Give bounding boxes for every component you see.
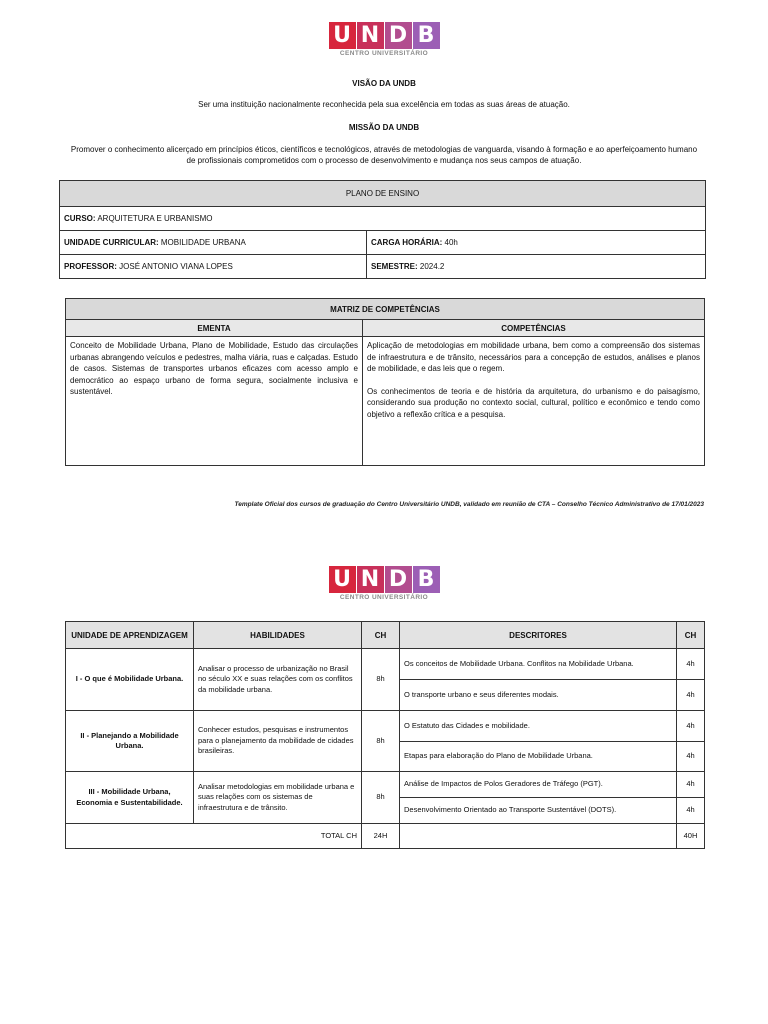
missao-text: Promover o conhecimento alicerçado em princípios éticos, científicos e tecnológicos, através de metodologias de vanguarda, visando à formação e ao aperfeiçoamento humano de profissionais comprometidos com o processo de desenvolvimento e mudança nos seus campos de atuação. [70, 145, 698, 165]
ementa-text: Conceito de Mobilidade Urbana, Plano de Mobilidade, Estudo das circulações urbanas abrangendo veículos e pedestres, malha viária, ruas e calçadas. Estudo de casos. Sistemas de transportes urbanos eficazes com acesso amplo e democrático ao espaço urbano de forma segura, socialmente inclusiva e sustentável. [66, 337, 363, 466]
header-descritores: DESCRITORES [400, 622, 677, 649]
unidade-cell: III - Mobilidade Urbana, Economia e Sustentabilidade. [66, 772, 194, 824]
professor-value: JOSÉ ANTONIO VIANA LOPES [116, 262, 233, 271]
unidade-cell: II - Planejando a Mobilidade Urbana. [66, 711, 194, 772]
descritor-ch-cell: 4h [677, 772, 705, 798]
descritor-cell: O Estatuto das Cidades e mobilidade. [400, 711, 677, 742]
competencias-header: COMPETÊNCIAS [363, 320, 705, 337]
visao-title: VISÃO DA UNDB [352, 79, 416, 88]
descritor-cell: Etapas para elaboração do Plano de Mobilidade Urbana. [400, 742, 677, 772]
template-footer-note: Template Oficial dos cursos de graduação do Centro Universitário UNDB, validado em reunião de CTA – Conselho Técnico Administrativo de 17/01/2023 [234, 501, 704, 508]
header-ch2: CH [677, 622, 705, 649]
curso-cell [60, 207, 706, 231]
descritor-cell: O transporte urbano e seus diferentes modais. [400, 680, 677, 711]
logo-letter: D [385, 22, 412, 49]
logo-letter: U [329, 566, 356, 593]
header-unidade: UNIDADE DE APRENDIZAGEM [66, 622, 194, 649]
curso-value: ARQUITETURA E URBANISMO [95, 214, 213, 223]
total-empty [400, 824, 677, 849]
habilidade-cell: Analisar metodologias em mobilidade urbana e suas relações com os sistemas de infraestrutura e de trânsito. [194, 772, 362, 824]
competencias-cell [363, 337, 705, 466]
ementa-header: EMENTA [66, 320, 363, 337]
logo-letter: N [357, 566, 384, 593]
descritor-cell: Análise de Impactos de Polos Geradores de Tráfego (PGT). [400, 772, 677, 798]
descritor-ch-cell: 4h [677, 680, 705, 711]
undb-logo [328, 566, 440, 601]
descritor-cell: Os conceitos de Mobilidade Urbana. Conflitos na Mobilidade Urbana. [400, 649, 677, 680]
professor-cell [60, 255, 367, 279]
curso-label: CURSO: [64, 214, 96, 223]
carga-value: 40h [442, 238, 458, 247]
logo-letter: B [413, 22, 440, 49]
descritor-ch-cell: 4h [677, 711, 705, 742]
unidade-label: UNIDADE CURRICULAR: [64, 238, 159, 247]
logo-letters [328, 566, 440, 593]
plano-de-ensino-table [59, 180, 706, 279]
carga-label: CARGA HORÁRIA: [371, 238, 443, 247]
descritor-cell: Desenvolvimento Orientado ao Transporte Sustentável (DOTS). [400, 798, 677, 824]
matriz-competencias-table [65, 298, 705, 466]
missao-title: MISSÃO DA UNDB [348, 123, 420, 132]
carga-cell [367, 231, 706, 255]
visao-text: Ser uma instituição nacionalmente reconhecida pela sua excelência em todas as suas áreas de atuação. [198, 100, 570, 109]
logo-letter: N [357, 22, 384, 49]
semestre-label: SEMESTRE: [371, 262, 418, 271]
competencia-2: Os conhecimentos de teoria e de história da arquitetura, do urbanismo e do paisagismo, considerando sua produção no contexto social, cultural, político e econômico e tendo como objetivo a reflexão crítica e a pesquisa. [367, 386, 700, 419]
logo-letter: B [413, 566, 440, 593]
logo-subtitle: CENTRO UNIVERSITÁRIO [339, 50, 429, 57]
descritor-ch-cell: 4h [677, 798, 705, 824]
ch-cell: 8h [362, 772, 400, 824]
header-ch: CH [362, 622, 400, 649]
logo-letter: U [329, 22, 356, 49]
competencia-1: Aplicação de metodologias em mobilidade urbana, bem como a compreensão dos sistemas de infraestrutura e de trânsito, necessários para a concepção de estudos, análises e planos de mobilidade, e das leis que o regem. [367, 341, 700, 373]
unidade-cell: I - O que é Mobilidade Urbana. [66, 649, 194, 711]
ch-cell: 8h [362, 649, 400, 711]
ch-cell: 8h [362, 711, 400, 772]
semestre-value: 2024.2 [417, 262, 445, 271]
total-ch: 24H [362, 824, 400, 849]
descritor-ch-cell: 4h [677, 742, 705, 772]
habilidade-cell: Conhecer estudos, pesquisas e instrumentos para o planejamento da mobilidade de cidades brasileiras. [194, 711, 362, 772]
unidade-value: MOBILIDADE URBANA [158, 238, 246, 247]
matriz-title: MATRIZ DE COMPETÊNCIAS [66, 299, 705, 320]
descritor-ch-cell: 4h [677, 649, 705, 680]
unidade-cell [60, 231, 367, 255]
total-ch2: 40H [677, 824, 705, 849]
logo-letters [328, 22, 440, 49]
habilidade-cell: Analisar o processo de urbanização no Brasil no século XX e suas relações com os conflitos da mobilidade urbana. [194, 649, 362, 711]
logo-subtitle: CENTRO UNIVERSITÁRIO [339, 594, 429, 601]
plano-title: PLANO DE ENSINO [60, 181, 706, 207]
professor-label: PROFESSOR: [64, 262, 117, 271]
header-habilidades: HABILIDADES [194, 622, 362, 649]
total-label: TOTAL CH [66, 824, 362, 849]
unidades-aprendizagem-table [65, 621, 705, 849]
semestre-cell [367, 255, 706, 279]
undb-logo [328, 22, 440, 57]
logo-letter: D [385, 566, 412, 593]
